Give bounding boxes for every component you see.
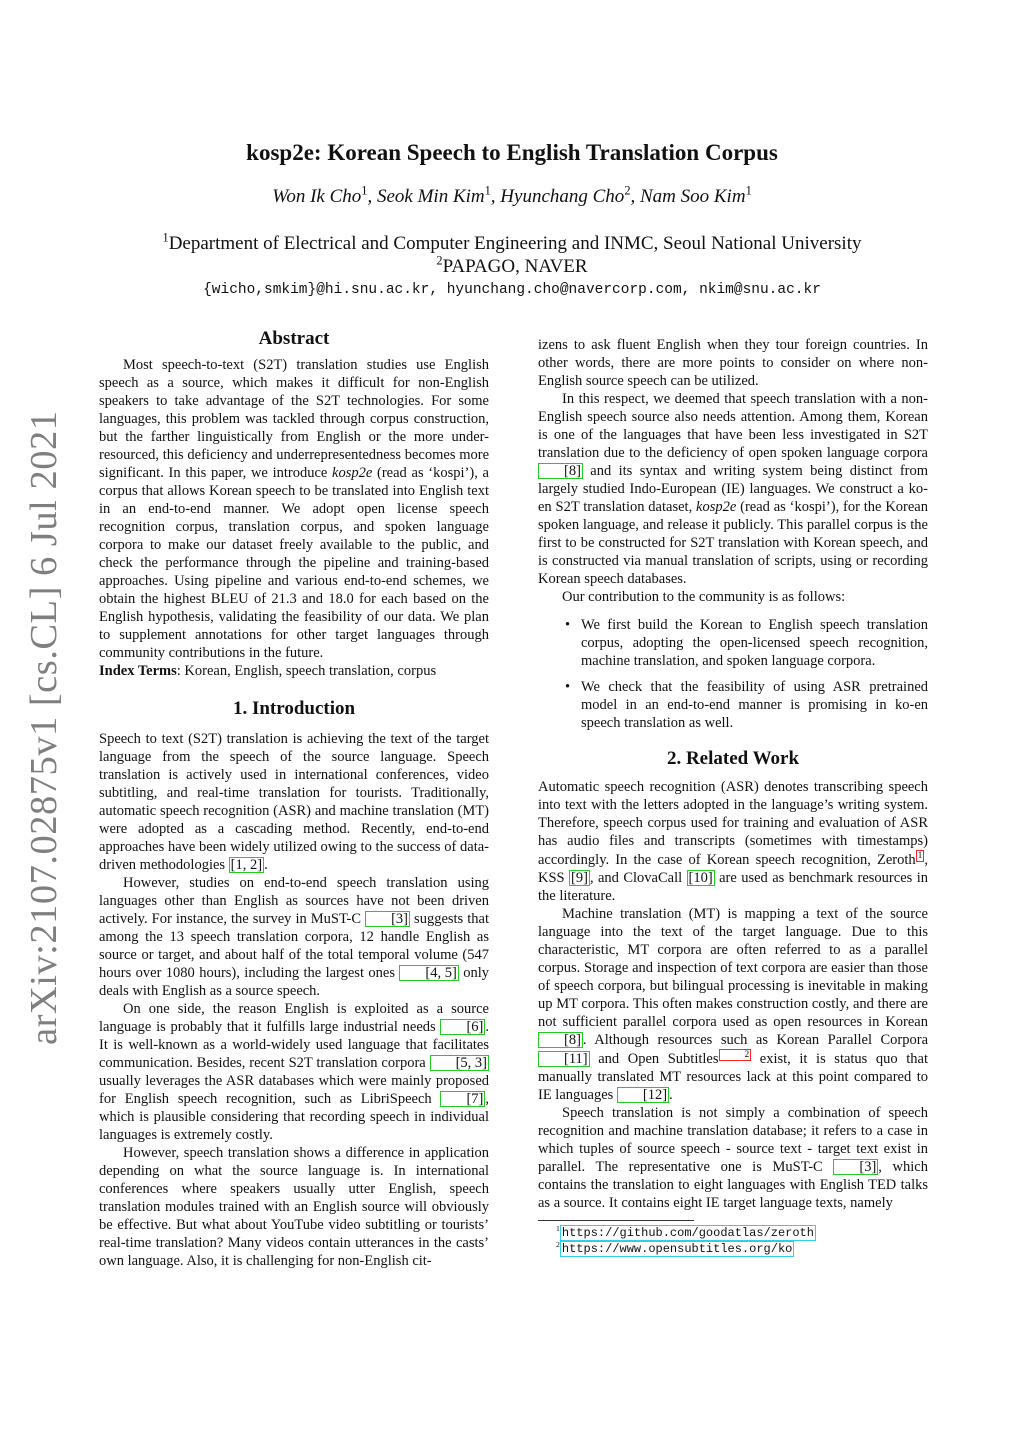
- abstract-text: [99, 356, 489, 662]
- author-name: Hyunchang Cho: [500, 186, 625, 207]
- text-run: Machine translation (MT) is mapping a text of the source language into the text of the target language. Due to this characteristic, MT corpora are often referred to as a parallel corpus. Storage and inspection of text corpora are easier than those of speech corpora, but bilingual processing is inevitable in making up MT corpora. This often makes construction costly, and there are not sufficient parallel corpora used as open resources in Korean: [538, 905, 928, 1030]
- corpus-name: kosp2e: [696, 499, 737, 515]
- related-paragraph: [538, 1104, 928, 1212]
- affiliation-text: Department of Electrical and Computer Engineering and INMC, Seoul National University: [168, 233, 862, 254]
- index-terms-label: Index Terms: [99, 663, 177, 679]
- citation-link[interactable]: [8]: [538, 463, 583, 479]
- intro-paragraph: izens to ask fluent English when they tour foreign countries. In other words, there are more points to consider on where non-English source speech can be utilized.: [538, 337, 928, 389]
- author-affiliation-mark: 1: [361, 183, 368, 198]
- affiliations: [0, 232, 1024, 278]
- right-column: [538, 336, 928, 1257]
- affiliation-line: [0, 255, 1024, 278]
- bullet-icon: •: [565, 617, 571, 633]
- intro-paragraph: [99, 730, 489, 874]
- author-name: Seok Min Kim: [376, 186, 485, 207]
- text-run: usually leverages the ASR databases which were mainly proposed for English speech recognition, such as LibriSpeech: [99, 1073, 489, 1107]
- footnote-link[interactable]: 1: [917, 851, 923, 861]
- intro-paragraph: [538, 390, 928, 588]
- footnote-divider: [538, 1220, 694, 1221]
- text-run: .: [669, 1086, 673, 1103]
- footnote-url-link[interactable]: https://www.opensubtitles.org/ko: [561, 1241, 793, 1256]
- author-name: Nam Soo Kim: [639, 186, 746, 207]
- citation-link[interactable]: [4, 5]: [399, 965, 458, 981]
- abstract-text-part: (read as ‘kospi’), a corpus that allows Korean speech to be translated into English text in an end-to-end manner. We adopt open license speech recognition corpus, translation corpus, and spoken language corpora to make our dataset freely available to the public, and check the performance through the pipeline and training-based approaches. Using pipeline and various end-to-end schemes, we obtain the highest BLEU of 21.3 and 18.0 for each based on the English hypothesis, validating the feasibility of our data. We plan to supplement annotations for other target languages through community contributions in the future.: [99, 465, 489, 661]
- text-run: , which contains the translation to eight languages with English TED talks as a source. It contains eight IE target language texts, namely: [538, 1158, 928, 1211]
- text-run: Automatic speech recognition (ASR) denotes transcribing speech into text with the letters adopted in the language’s writing system. Therefore, speech corpus used for training and evaluation of ASR has audio files and transcripts (sometimes with timestamps) accordingly. In the case of Korean speech recognition, Zeroth: [538, 779, 928, 868]
- text-run: However, studies on end-to-end speech translation using languages other than English as sources have not been driven actively. For instance, the survey in MuST-C: [99, 875, 489, 927]
- text-run: In this respect, we deemed that speech translation with a non-English speech source also needs attention. Among them, Korean is one of the languages that have been less investigated in S2T translation due to the deficiency of open spoken language corpora: [538, 391, 928, 461]
- related-paragraph: [538, 905, 928, 1104]
- text-run: , KSS: [538, 851, 928, 886]
- citation-link[interactable]: [11]: [538, 1051, 590, 1067]
- intro-paragraph: However, speech translation shows a difference in application depending on what the source language is. In international conferences where speakers usually utter English, speech translation modules trained with an English source will obviously be effective. But what about YouTube video subtitling or tourists’ real-time translation? Many videos contain utterances in the casts’ own language. Also, it is challenging for non-English cit-: [99, 1145, 489, 1269]
- citation-link[interactable]: [7]: [440, 1091, 485, 1107]
- author-affiliation-mark: 1: [745, 183, 752, 198]
- text-run: , and ClovaCall: [589, 869, 687, 886]
- citation-link[interactable]: [6]: [440, 1019, 485, 1035]
- list-item-text: We first build the Korean to English speech translation corpus, adopting the open-licensed speech recognition, machine translation, and spoken language corpora.: [581, 617, 928, 669]
- bullet-icon: •: [565, 679, 571, 695]
- citation-link[interactable]: [12]: [617, 1087, 669, 1103]
- text-run: suggests that among the 13 speech translation corpora, 12 handle English as source or target, and about half of the total temporal volume (547 hours over 1080 hours), including the largest ones: [99, 911, 489, 981]
- citation-link[interactable]: [5, 3]: [430, 1055, 489, 1071]
- footnote: [538, 1225, 928, 1241]
- text-run: On one side, the reason English is exploited as a source language is probably that it fulfills large industrial needs: [99, 1001, 489, 1035]
- author-emails: {wicho,smkim}@hi.snu.ac.kr, hyunchang.cho@navercorp.com, nkim@snu.ac.kr: [203, 282, 821, 298]
- related-work-heading: 2. Related Work: [666, 748, 800, 769]
- footnote-number: 2: [556, 1239, 560, 1249]
- author-name: Won Ik Cho: [272, 186, 362, 207]
- footnote-link[interactable]: 2: [719, 1049, 752, 1061]
- abstract-corpus-name: kosp2e: [332, 465, 373, 481]
- list-item: [538, 678, 928, 732]
- footnote-url-link[interactable]: https://github.com/goodatlas/zeroth: [561, 1225, 814, 1240]
- text-run: are used as benchmark resources in the literature.: [538, 869, 928, 904]
- footnote: [538, 1241, 928, 1257]
- intro-paragraph: [99, 874, 489, 1000]
- citation-link[interactable]: [3]: [365, 911, 410, 927]
- intro-paragraph: Our contribution to the community is as follows:: [562, 589, 846, 605]
- list-item-text: We check that the feasibility of using ASR pretrained model in an end-to-end manner is promising in ko-en speech translation as well.: [581, 679, 928, 731]
- author-list: Won Ik Cho$^1$, Seok Min Kim$^1$, Hyunchang Cho$^2$, Nam Soo Kim$^1$: [272, 183, 752, 207]
- text-run: exist, it is status quo that manually translated MT resources lack at this point compared to IE languages: [538, 1050, 928, 1103]
- affiliation-line: [0, 232, 1024, 255]
- paper-title: kosp2e: Korean Speech to English Translation Corpus: [246, 140, 778, 165]
- abstract-text-part: Most speech-to-text (S2T) translation studies use English speech as a source, which makes it difficult for non-English speakers to take advantage of the S2T technologies. For some languages, this problem was tackled through corpus construction, but the farther linguistically from English or the more under-resourced, this deficiency and underrepresentedness becomes more significant. In this paper, we introduce: [99, 357, 489, 481]
- intro-paragraph: [99, 1000, 489, 1144]
- affiliation-number: 1: [162, 230, 169, 245]
- text-run: only deals with English as a source speech.: [99, 965, 489, 999]
- text-run: .: [264, 857, 268, 873]
- arxiv-identifier: arXiv:2107.02875v1 [cs.CL] 6 Jul 2021: [23, 410, 65, 1045]
- citation-link[interactable]: [10]: [688, 869, 713, 886]
- affiliation-number: 2: [436, 253, 443, 268]
- text-run: and Open Subtitles: [589, 1050, 719, 1067]
- citation-link[interactable]: [9]: [571, 869, 588, 886]
- index-terms-list: : Korean, English, speech translation, corpus: [176, 663, 437, 679]
- citation-link[interactable]: [1, 2]: [230, 857, 263, 873]
- citation-link[interactable]: [8]: [538, 1032, 583, 1048]
- text-run: and its syntax and writing system being distinct from largely studied Indo-European (IE) languages. We construct a ko-en S2T translation dataset,: [538, 463, 928, 515]
- intro-heading: 1. Introduction: [232, 698, 356, 719]
- abstract-heading: Abstract: [258, 328, 330, 349]
- contribution-list: [538, 616, 928, 732]
- related-paragraph: [538, 778, 928, 905]
- affiliation-text: PAPAGO, NAVER: [442, 256, 588, 277]
- citation-link[interactable]: [3]: [833, 1159, 878, 1175]
- text-run: . Although resources such as Korean Parallel Corpora: [582, 1031, 928, 1048]
- text-run: . It is well-known as a world-widely used language that facilitates communication. Besides, recent S2T translation corpora: [99, 1019, 489, 1071]
- text-run: Speech translation is not simply a combination of speech recognition and machine translation database; it refers to a case in which tuples of source speech - source text - target text exist in parallel. The representative one is MuST-C: [538, 1104, 928, 1175]
- footnote-number: 1: [556, 1223, 560, 1233]
- author-affiliation-mark: 1: [484, 183, 491, 198]
- text-run: , which is plausible considering that recording speech in individual languages is extremely costly.: [99, 1091, 489, 1143]
- index-terms: [99, 662, 489, 680]
- list-item: [538, 616, 928, 670]
- left-column: [99, 330, 489, 1270]
- text-run: Speech to text (S2T) translation is achieving the text of the target language from the speech of the source language. Speech translation is actively used in international conferences, video subtitling, and real-time translation for tourists. Traditionally, automatic speech recognition (ASR) and machine translation (MT) were adopted as a cascading method. Recently, end-to-end approaches have been widely utilized owing to the success of data-driven methodologies: [99, 731, 489, 873]
- author-affiliation-mark: 2: [624, 183, 631, 198]
- text-run: (read as ‘kospi’), for the Korean spoken language, and release it publicly. This parallel corpus is the first to be constructed for S2T translation with Korean speech, and is constructed via manual translation of scripts, using or recording Korean speech databases.: [538, 499, 928, 587]
